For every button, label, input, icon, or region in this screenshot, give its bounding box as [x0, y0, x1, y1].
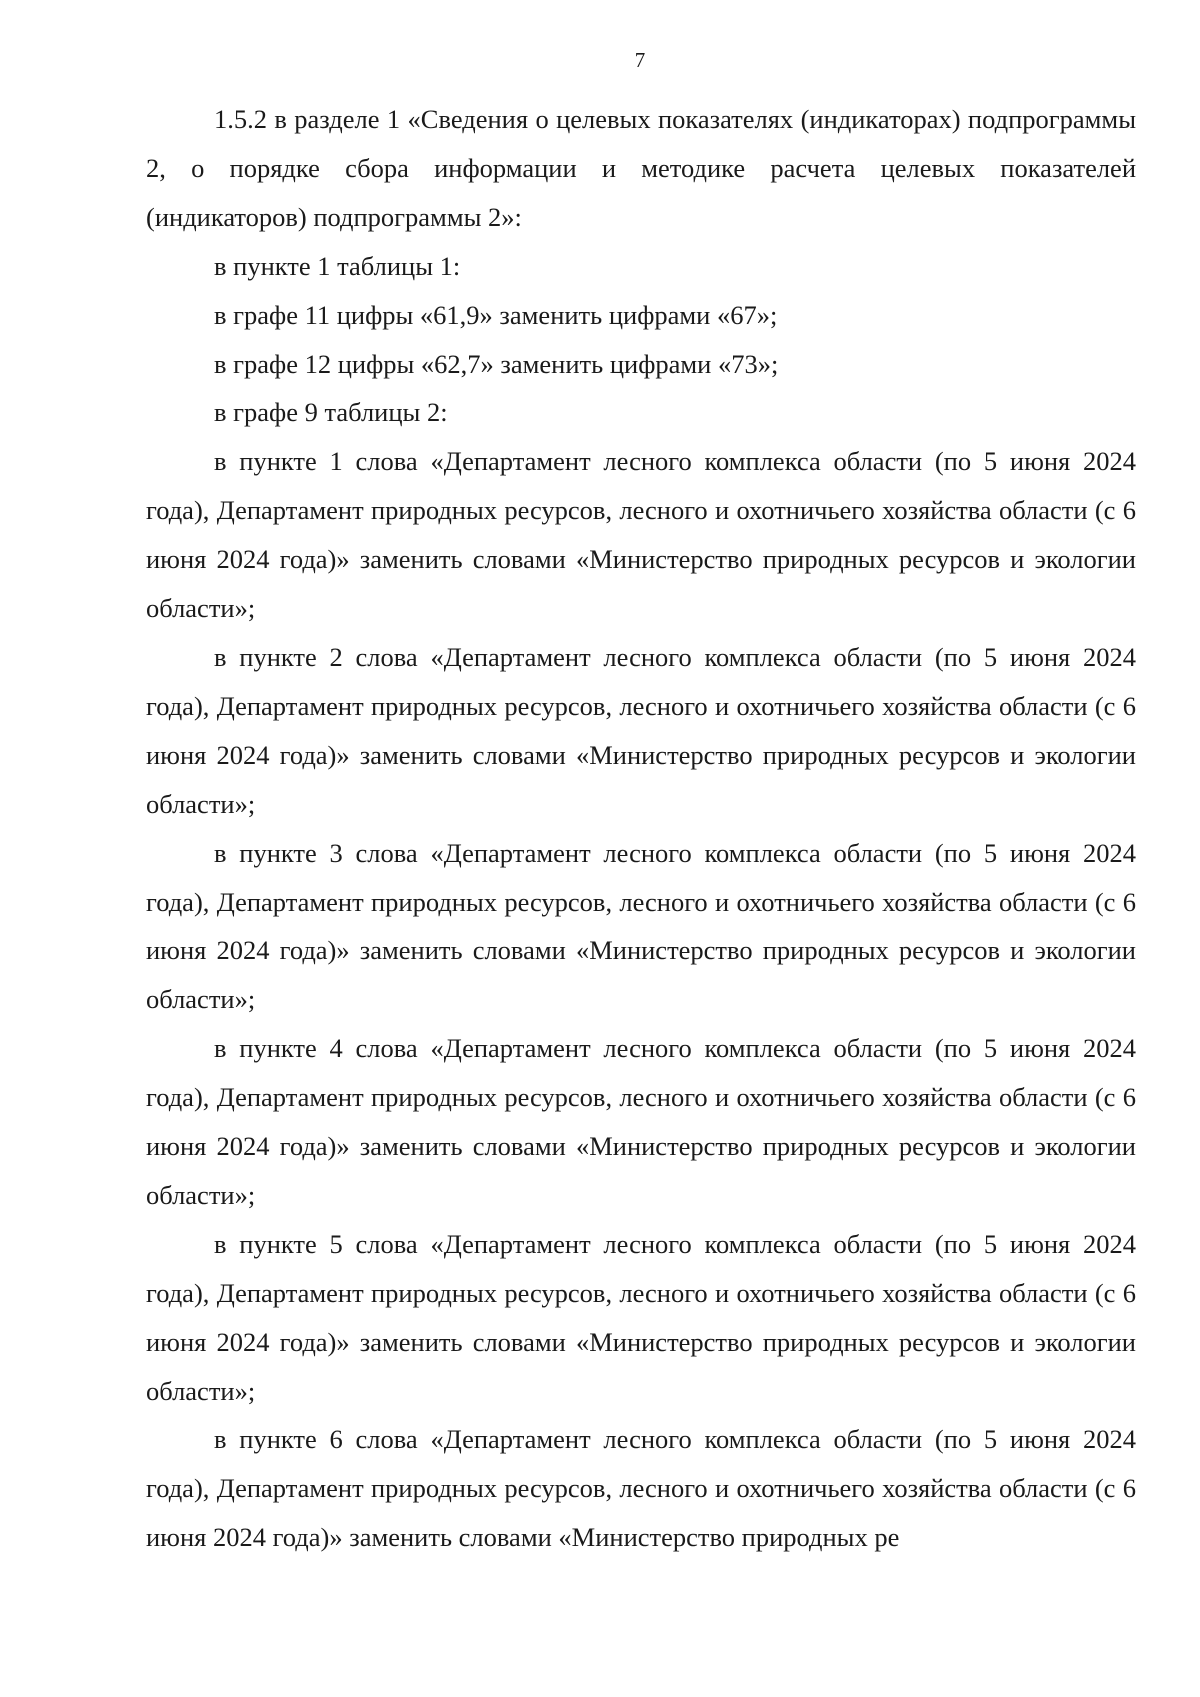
paragraph-item-1: в пункте 1 слова «Департамент лесного комплекса области (по 5 июня 2024 года), Департамент природных ресурсов, лесного и охотничьего хозяйства области (с 6 июня 2024 года)» заменить словами «Министерство природных ресурсов и экологии области»;: [146, 446, 1136, 624]
page-number: 7: [634, 48, 646, 72]
paragraph-section-1-5-2: 1.5.2 в разделе 1 «Сведения о целевых показателях (индикаторах) подпрограммы 2, о порядке сбора информации и методике расчета целевых показателей (индикаторов) подпрограммы 2»:: [146, 104, 1136, 232]
paragraph-column-12: в графе 12 цифры «62,7» заменить цифрами «73»;: [214, 348, 779, 379]
paragraph-column-11: в графе 11 цифры «61,9» заменить цифрами «67»;: [214, 299, 778, 330]
paragraph-item-4: в пункте 4 слова «Департамент лесного комплекса области (по 5 июня 2024 года), Департамент природных ресурсов, лесного и охотничьего хозяйства области (с 6 июня 2024 года)» заменить словами «Министерство природных ресурсов и экологии области»;: [146, 1033, 1136, 1210]
paragraph-table-1-item-1: в пункте 1 таблицы 1:: [214, 250, 461, 281]
paragraph-table-2-column-9: в графе 9 таблицы 2:: [214, 397, 448, 428]
paragraph-item-2: в пункте 2 слова «Департамент лесного комплекса области (по 5 июня 2024 года), Департамент природных ресурсов, лесного и охотничьего хозяйства области (с 6 июня 2024 года)» заменить словами «Министерство природных ресурсов и экологии области»;: [146, 641, 1136, 819]
document-body: [146, 95, 1136, 1562]
paragraph-item-5: в пункте 5 слова «Департамент лесного комплекса области (по 5 июня 2024 года), Департамент природных ресурсов, лесного и охотничьего хозяйства области (с 6 июня 2024 года)» заменить словами «Министерство природных ресурсов и экологии области»;: [146, 1228, 1136, 1406]
paragraph-item-3: в пункте 3 слова «Департамент лесного комплекса области (по 5 июня 2024 года), Департамент природных ресурсов, лесного и охотничьего хозяйства области (с 6 июня 2024 года)» заменить словами «Министерство природных ресурсов и экологии области»;: [146, 837, 1136, 1015]
paragraph-item-6: в пункте 6 слова «Департамент лесного комплекса области (по 5 июня 2024 года), Департамент природных ресурсов, лесного и охотничьего хозяйства области (с 6 июня 2024 года)» заменить словами «Министерство природных ре: [146, 1424, 1136, 1553]
